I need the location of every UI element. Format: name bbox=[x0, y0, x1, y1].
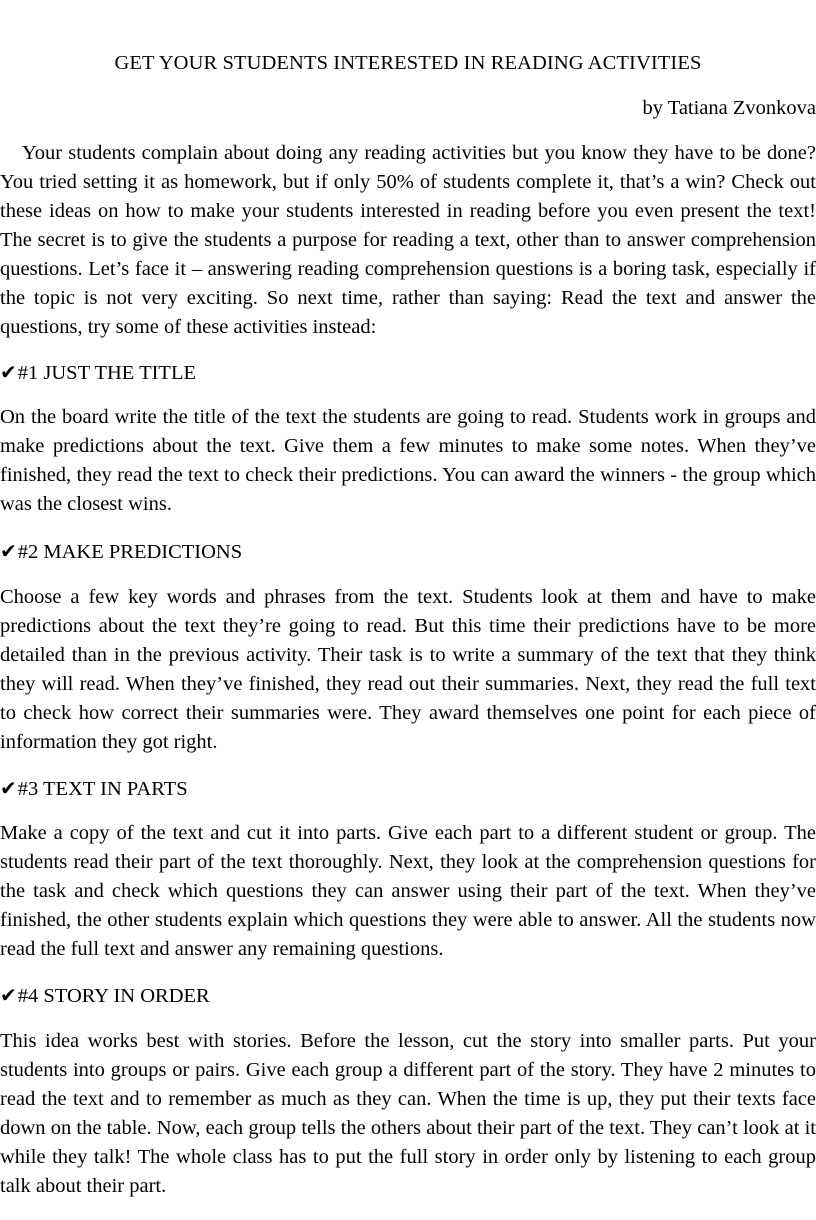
section-heading-text: #4 STORY IN ORDER bbox=[17, 985, 210, 1007]
check-icon: ✔ bbox=[0, 360, 17, 384]
section-heading-4 bbox=[0, 982, 210, 1009]
section-body-2: Choose a few key words and phrases from the text. Students look at them and have to make predictions about the text they’re going to read. But this time their predictions have to be more detailed than in the previous activity. Their task is to write a summary of the text that they think they will read. When they’ve finished, they read out their summaries. Next, they read the full text to check how correct their summaries were. They award themselves one point for each piece of information they got right. bbox=[0, 586, 816, 753]
section-heading-3 bbox=[0, 775, 188, 802]
section-heading-1 bbox=[0, 359, 196, 386]
check-icon: ✔ bbox=[0, 983, 17, 1007]
document-author: by Tatiana Zvonkova bbox=[642, 97, 816, 119]
section-heading-text: #2 MAKE PREDICTIONS bbox=[17, 541, 243, 563]
section-body-4: This idea works best with stories. Before the lesson, cut the story into smaller parts. Put your students into groups or pairs. Give each group a different part of the story. They have 2 minutes to read the text and to remember as much as they can. When the time is up, they put their texts face down on the table. Now, each group tells the others about their part of the text. They can’t look at it while they talk! The whole class has to put the full story in order only by listening to each group talk about their part. bbox=[0, 1030, 816, 1197]
intro-paragraph: Your students complain about doing any reading activities but you know they have to be done? You tried setting it as homework, but if only 50% of students complete it, that’s a win? Check out these ideas on how to make your students interested in reading before you even present the text! The secret is to give the students a purpose for reading a text, other than to answer comprehension questions. Let’s face it – answering reading comprehension questions is a boring task, especially if the topic is not very exciting. So next time, rather than saying: Read the text and answer the questions, try some of these activities instead: bbox=[0, 142, 816, 338]
document-title: GET YOUR STUDENTS INTERESTED IN READING ACTIVITIES bbox=[114, 52, 702, 74]
section-heading-text: #1 JUST THE TITLE bbox=[17, 362, 196, 384]
check-icon: ✔ bbox=[0, 776, 17, 800]
section-heading-2 bbox=[0, 538, 242, 565]
section-body-1: On the board write the title of the text the students are going to read. Students work in groups and make predictions about the text. Give them a few minutes to make some notes. When they’ve finished, they read the text to check their predictions. You can award the winners - the group which was the closest wins. bbox=[0, 406, 816, 515]
section-heading-text: #3 TEXT IN PARTS bbox=[17, 778, 188, 800]
check-icon: ✔ bbox=[0, 539, 17, 563]
section-body-3: Make a copy of the text and cut it into parts. Give each part to a different student or group. The students read their part of the text thoroughly. Next, they look at the comprehension questions for the task and check which questions they can answer using their part of the text. When they’ve finished, the other students explain which questions they were able to answer. All the students now read the full text and answer any remaining questions. bbox=[0, 822, 816, 960]
